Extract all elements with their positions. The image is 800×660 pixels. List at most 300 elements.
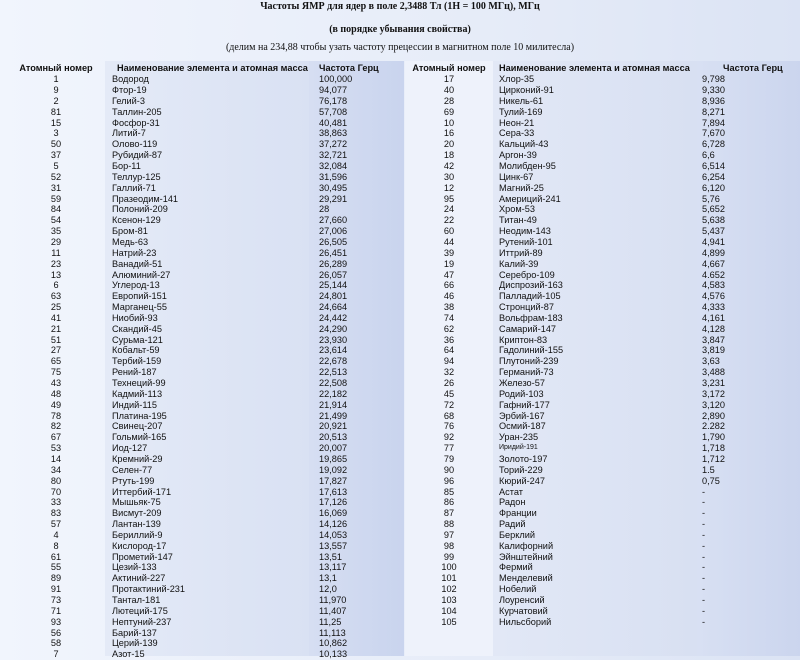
table-row: [7, 389, 404, 400]
table-row: [7, 356, 404, 367]
element-name: Нептуний-237: [112, 616, 172, 627]
atomic-number: 94: [443, 356, 455, 367]
frequency-value: 13,1: [319, 573, 337, 584]
frequency-value: 5,76: [702, 193, 720, 204]
element-name: Нильсборий: [499, 616, 552, 627]
atomic-number: 57: [50, 519, 62, 530]
atomic-number: 6: [53, 280, 59, 291]
element-name: Алюминий-27: [112, 269, 171, 280]
table-row: [405, 335, 800, 346]
table-row: [405, 378, 800, 389]
atomic-number: 95: [443, 193, 455, 204]
frequency-value: 4,941: [702, 236, 725, 247]
table-row: [405, 421, 800, 432]
frequency-value: 4,583: [702, 280, 725, 291]
table-row: [405, 584, 800, 595]
frequency-value: 29,291: [319, 193, 348, 204]
table-row: [7, 302, 404, 313]
element-name: Калифорний: [499, 540, 554, 551]
atomic-number: 16: [443, 128, 455, 139]
element-name: Лютеций-175: [112, 605, 168, 616]
atomic-number: 23: [50, 258, 62, 269]
atomic-number: 60: [443, 226, 455, 237]
frequency-value: 1,718: [702, 443, 725, 454]
atomic-number: 67: [50, 432, 62, 443]
element-name: Железо-57: [499, 378, 545, 388]
table-row: [7, 541, 404, 552]
element-name: Никель-61: [499, 95, 544, 106]
frequency-value: 5,652: [702, 204, 725, 215]
table-row: [7, 313, 404, 324]
element-name: Уран-235: [499, 432, 539, 443]
frequency-value: 11,113: [319, 627, 346, 638]
atomic-number: 63: [50, 291, 62, 302]
atomic-number: 14: [50, 453, 62, 464]
atomic-number: 21: [50, 323, 62, 334]
atomic-number: 56: [50, 627, 62, 638]
atomic-number: 4: [53, 529, 59, 540]
frequency-value: 32,084: [319, 161, 348, 171]
atomic-number: 34: [50, 464, 62, 475]
atomic-number: 25: [50, 302, 62, 313]
atomic-number: 15: [50, 117, 62, 128]
table-row: [405, 595, 800, 606]
element-name: Неон-21: [499, 117, 535, 128]
table-row: [405, 237, 800, 248]
atomic-number: 17: [443, 74, 455, 85]
frequency-value: 17,613: [319, 486, 348, 497]
element-name: Углерод-13: [112, 280, 160, 291]
frequency-value: 4,128: [702, 323, 725, 334]
table-row: [7, 335, 404, 346]
element-name: Хром-53: [499, 204, 535, 215]
table-row: [405, 389, 800, 400]
element-name: Гафний-177: [499, 399, 550, 410]
table-row: [7, 291, 404, 302]
frequency-value: 4,899: [702, 247, 725, 258]
frequency-value: 1,790: [702, 432, 725, 443]
element-name: Неодим-143: [499, 226, 551, 237]
element-name: Кремний-29: [112, 453, 163, 464]
atomic-number: 58: [50, 638, 62, 649]
frequency-value: 10,862: [319, 638, 348, 649]
table-row: [405, 454, 800, 465]
table-row: [405, 259, 800, 270]
frequency-value: 26,289: [319, 258, 348, 269]
frequency-value: -: [702, 562, 706, 573]
table-row: [405, 161, 800, 172]
frequency-value: 3,231: [702, 378, 725, 388]
atomic-number: 85: [443, 486, 455, 497]
frequency-value: 22,513: [319, 367, 348, 378]
atomic-number: 99: [443, 551, 455, 562]
atomic-number: 8: [53, 540, 59, 551]
element-name: Полоний-209: [112, 204, 168, 215]
table-row: [405, 497, 800, 508]
table-row: [405, 302, 800, 313]
element-name: Цирконий-91: [499, 85, 554, 96]
element-name: Калий-39: [499, 258, 539, 269]
frequency-value: -: [702, 551, 706, 562]
frequency-value: 1,712: [702, 453, 725, 464]
frequency-value: 10,133: [319, 649, 348, 660]
atomic-number: 22: [443, 215, 455, 226]
frequency-value: 4,333: [702, 302, 725, 313]
frequency-value: 9,330: [702, 85, 725, 96]
frequency-value: -: [702, 486, 706, 497]
table-row: [7, 118, 404, 129]
element-name: Кобальт-59: [112, 345, 160, 356]
header-element-name: Наименование элемента и атомная масса: [499, 63, 690, 73]
frequency-value: 13,117: [319, 562, 347, 573]
table-row: [405, 291, 800, 302]
table-row: [7, 400, 404, 411]
table-row: [7, 573, 404, 584]
table-row: [7, 96, 404, 107]
atomic-number: 101: [441, 573, 457, 584]
table-row: [405, 226, 800, 237]
element-name: Ксенон-129: [112, 215, 161, 226]
table-row: [7, 183, 404, 194]
frequency-value: 7,670: [702, 128, 725, 139]
table-row: [7, 378, 404, 389]
element-name: Франции: [499, 508, 537, 519]
table-row: [405, 552, 800, 563]
element-name: Барий-137: [112, 627, 157, 638]
atomic-number: 59: [50, 193, 62, 204]
element-name: Стронций-87: [499, 302, 554, 313]
table-row: [405, 432, 800, 443]
atomic-number: 84: [50, 204, 62, 215]
frequency-value: 3,488: [702, 367, 725, 378]
table-row: [405, 356, 800, 367]
frequency-value: 2.282: [702, 421, 725, 432]
atomic-number: 103: [441, 595, 457, 605]
element-name: Водород: [112, 74, 149, 85]
table-row: [7, 150, 404, 161]
table-row: [405, 508, 800, 519]
table-row: [405, 128, 800, 139]
table-row: [405, 541, 800, 552]
frequency-value: 20,921: [319, 421, 348, 432]
element-name: Эрбий-167: [499, 410, 545, 421]
element-name: Молибден-95: [499, 161, 556, 171]
element-name: Курчатовий: [499, 605, 548, 616]
element-name: Сера-33: [499, 128, 535, 139]
frequency-value: 5,638: [702, 215, 725, 226]
table-row: [405, 313, 800, 324]
table-row: [7, 259, 404, 270]
frequency-value: 17,827: [319, 475, 348, 486]
frequency-value: 2,890: [702, 410, 725, 421]
frequency-value: 3,847: [702, 334, 725, 345]
page-note: (делим на 234,88 чтобы узать частоту прецессии в магнитном поле 10 милитесла): [225, 42, 575, 53]
table-row: [7, 421, 404, 432]
frequency-value: 4.652: [702, 269, 725, 280]
table-row: [7, 139, 404, 150]
frequency-value: 32,721: [319, 150, 348, 161]
atomic-number: 64: [443, 345, 455, 356]
table-row: [7, 606, 404, 617]
atomic-number: 44: [443, 236, 455, 247]
table-row: [7, 617, 404, 628]
atomic-number: 102: [441, 584, 457, 595]
element-name: Бор-11: [112, 161, 141, 171]
element-name: Иттрий-89: [499, 247, 543, 258]
atomic-number: 73: [50, 595, 62, 605]
frequency-value: 12,0: [319, 584, 337, 595]
atomic-number: 98: [443, 540, 455, 551]
table-row: [405, 562, 800, 573]
frequency-value: 6,728: [702, 139, 725, 150]
frequency-value: 6,6: [702, 150, 715, 161]
element-name: Европий-151: [112, 291, 167, 302]
atomic-number: 53: [50, 443, 62, 454]
element-name: Висмут-209: [112, 508, 162, 519]
table-row: [405, 519, 800, 530]
atomic-number: 41: [50, 312, 62, 323]
frequency-value: 9,798: [702, 74, 725, 85]
element-name: Лантан-139: [112, 519, 161, 530]
element-name: Радон: [499, 497, 526, 508]
atomic-number: 69: [443, 106, 455, 117]
header-atomic-number: Атомный номер: [412, 63, 486, 73]
table-row: [7, 519, 404, 530]
atomic-number: 86: [443, 497, 455, 508]
element-name: Галлий-71: [112, 182, 156, 193]
element-name: Самарий-147: [499, 323, 557, 334]
frequency-value: 5,437: [702, 226, 725, 237]
atomic-number: 35: [50, 226, 62, 237]
frequency-value: 24,664: [319, 302, 348, 313]
header-element-name: Наименование элемента и атомная масса: [117, 63, 308, 73]
element-name: Литий-7: [112, 128, 146, 139]
frequency-value: 22,182: [319, 388, 348, 399]
table-row: [7, 237, 404, 248]
frequency-value: 24,290: [319, 323, 348, 334]
element-name: Рений-187: [112, 367, 157, 378]
table-row: [405, 606, 800, 617]
element-name: Кадмий-113: [112, 388, 163, 399]
element-name: Берклий: [499, 529, 535, 540]
atomic-number: 79: [443, 453, 455, 464]
frequency-value: 11,407: [319, 605, 347, 616]
table-row: [7, 584, 404, 595]
atomic-number: 42: [443, 161, 455, 171]
element-name: Фосфор-31: [112, 117, 160, 128]
atomic-number: 48: [50, 388, 62, 399]
table-header: [405, 63, 800, 74]
frequency-value: -: [702, 540, 706, 551]
atomic-number: 80: [50, 475, 62, 486]
table-row: [405, 183, 800, 194]
table-row: [7, 454, 404, 465]
element-name: Рубидий-87: [112, 150, 163, 161]
frequency-value: 17,126: [319, 497, 348, 508]
frequency-value: 30,495: [319, 182, 348, 193]
element-name: Магний-25: [499, 182, 544, 193]
table-row: [7, 324, 404, 335]
frequency-value: 3,63: [702, 356, 720, 367]
atomic-number: 10: [443, 117, 455, 128]
table-row: [7, 194, 404, 205]
element-name: Фермий: [499, 562, 533, 573]
table-row: [405, 150, 800, 161]
atomic-number: 65: [50, 356, 62, 367]
table-row: [7, 248, 404, 259]
element-name: Плутоний-239: [499, 356, 559, 367]
table-row: [7, 367, 404, 378]
atomic-number: 50: [50, 139, 62, 150]
table-row: [7, 204, 404, 215]
element-name: Астат: [499, 486, 523, 497]
atomic-number: 27: [50, 345, 62, 356]
atomic-number: 20: [443, 139, 455, 150]
frequency-value: 3,172: [702, 388, 725, 399]
frequency-value: 19,865: [319, 453, 348, 464]
element-name: Натрий-23: [112, 247, 157, 258]
table-row: [405, 96, 800, 107]
atomic-number: 11: [51, 247, 61, 258]
table-row: [405, 270, 800, 281]
frequency-value: 31,596: [319, 171, 348, 182]
atomic-number: 91: [50, 584, 62, 595]
table-row: [405, 194, 800, 205]
table-row: [7, 530, 404, 541]
table-row: [405, 476, 800, 487]
frequency-value: 6,120: [702, 182, 725, 193]
frequency-value: -: [702, 508, 706, 519]
atomic-number: 5: [53, 161, 59, 171]
table-row: [7, 595, 404, 606]
frequency-value: 76,178: [319, 95, 348, 106]
element-name: Золото-197: [499, 453, 548, 464]
atomic-number: 19: [443, 258, 455, 269]
table-row: [405, 345, 800, 356]
frequency-value: 3,819: [702, 345, 725, 356]
table-row: [405, 280, 800, 291]
table-row: [7, 226, 404, 237]
atomic-number: 43: [50, 378, 62, 388]
frequency-value: 1.5: [702, 464, 715, 475]
atomic-number: 55: [50, 562, 62, 573]
table-row: [7, 270, 404, 281]
atomic-number: 97: [443, 529, 455, 540]
table-row: [7, 638, 404, 649]
atomic-number: 54: [50, 215, 62, 226]
atomic-number: 93: [50, 616, 62, 627]
table-row: [405, 400, 800, 411]
frequency-value: 14,053: [319, 529, 348, 540]
atomic-number: 45: [443, 388, 455, 399]
frequency-value: 38,863: [319, 128, 348, 139]
element-name: Тантал-181: [112, 595, 161, 605]
atomic-number: 2: [53, 95, 59, 106]
table-row: [405, 248, 800, 259]
table-row: [7, 345, 404, 356]
frequency-value: 11,970: [319, 595, 347, 605]
element-name: Осмий-187: [499, 421, 546, 432]
atomic-number: 61: [50, 551, 62, 562]
element-name: Кальций-43: [499, 139, 549, 150]
nmr-table-right: [405, 61, 800, 656]
frequency-value: 100,000: [319, 74, 353, 85]
frequency-value: 23,614: [319, 345, 348, 356]
atomic-number: 68: [443, 410, 455, 421]
atomic-number: 46: [443, 291, 455, 302]
atomic-number: 82: [50, 421, 62, 432]
frequency-value: 7,894: [702, 117, 725, 128]
element-name: Протактиний-231: [112, 584, 186, 595]
table-row: [405, 107, 800, 118]
atomic-number: 96: [443, 475, 455, 486]
frequency-value: 94,077: [319, 85, 348, 96]
atomic-number: 70: [50, 486, 62, 497]
element-name: Гелий-3: [112, 95, 145, 106]
table-row: [7, 649, 404, 660]
element-name: Ванадий-51: [112, 258, 163, 269]
frequency-value: 20,513: [319, 432, 348, 443]
element-name: Азот-15: [112, 649, 145, 660]
atomic-number: 18: [443, 150, 455, 161]
atomic-number: 3: [53, 128, 59, 139]
frequency-value: 21,914: [319, 399, 348, 410]
atomic-number: 39: [443, 247, 455, 258]
element-name: Фтор-19: [112, 85, 147, 96]
element-name: Кислород-17: [112, 540, 167, 551]
table-row: [405, 172, 800, 183]
atomic-number: 26: [443, 378, 455, 388]
element-name: Иридий-191: [499, 444, 538, 452]
table-row: [7, 107, 404, 118]
element-name: Германий-73: [499, 367, 554, 378]
atomic-number: 37: [50, 150, 62, 161]
element-name: Иод-127: [112, 443, 148, 454]
atomic-number: 29: [50, 236, 62, 247]
frequency-value: 14,126: [319, 519, 348, 530]
atomic-number: 78: [50, 410, 62, 421]
atomic-number: 100: [441, 562, 457, 573]
header-frequency: Частота Герц: [319, 63, 379, 73]
frequency-value: 23,930: [319, 334, 348, 345]
frequency-value: -: [702, 605, 706, 616]
element-name: Актиний-227: [112, 573, 166, 584]
table-row: [7, 280, 404, 291]
page-title: Частоты ЯМР для ядер в поле 2,3488 Тл (1H = 100 МГц), МГц: [260, 1, 540, 12]
element-name: Прометий-147: [112, 551, 173, 562]
table-row: [405, 487, 800, 498]
element-name: Радий: [499, 519, 526, 530]
frequency-value: 37,272: [319, 139, 348, 150]
table-row: [7, 562, 404, 573]
table-row: [405, 204, 800, 215]
frequency-value: 6,254: [702, 171, 725, 182]
atomic-number: 28: [443, 95, 455, 106]
frequency-value: 0,75: [702, 475, 720, 486]
frequency-value: 26,451: [319, 247, 348, 258]
table-row: [405, 367, 800, 378]
atomic-number: 12: [443, 182, 455, 193]
atomic-number: 24: [443, 204, 455, 215]
table-row: [405, 465, 800, 476]
element-name: Титан-49: [499, 215, 537, 226]
element-name: Кюрий-247: [499, 475, 546, 486]
element-name: Эйнштейний: [499, 551, 553, 562]
table-row: [7, 465, 404, 476]
table-row: [7, 74, 404, 85]
element-name: Аргон-39: [499, 150, 537, 161]
frequency-value: 6,514: [702, 161, 725, 171]
